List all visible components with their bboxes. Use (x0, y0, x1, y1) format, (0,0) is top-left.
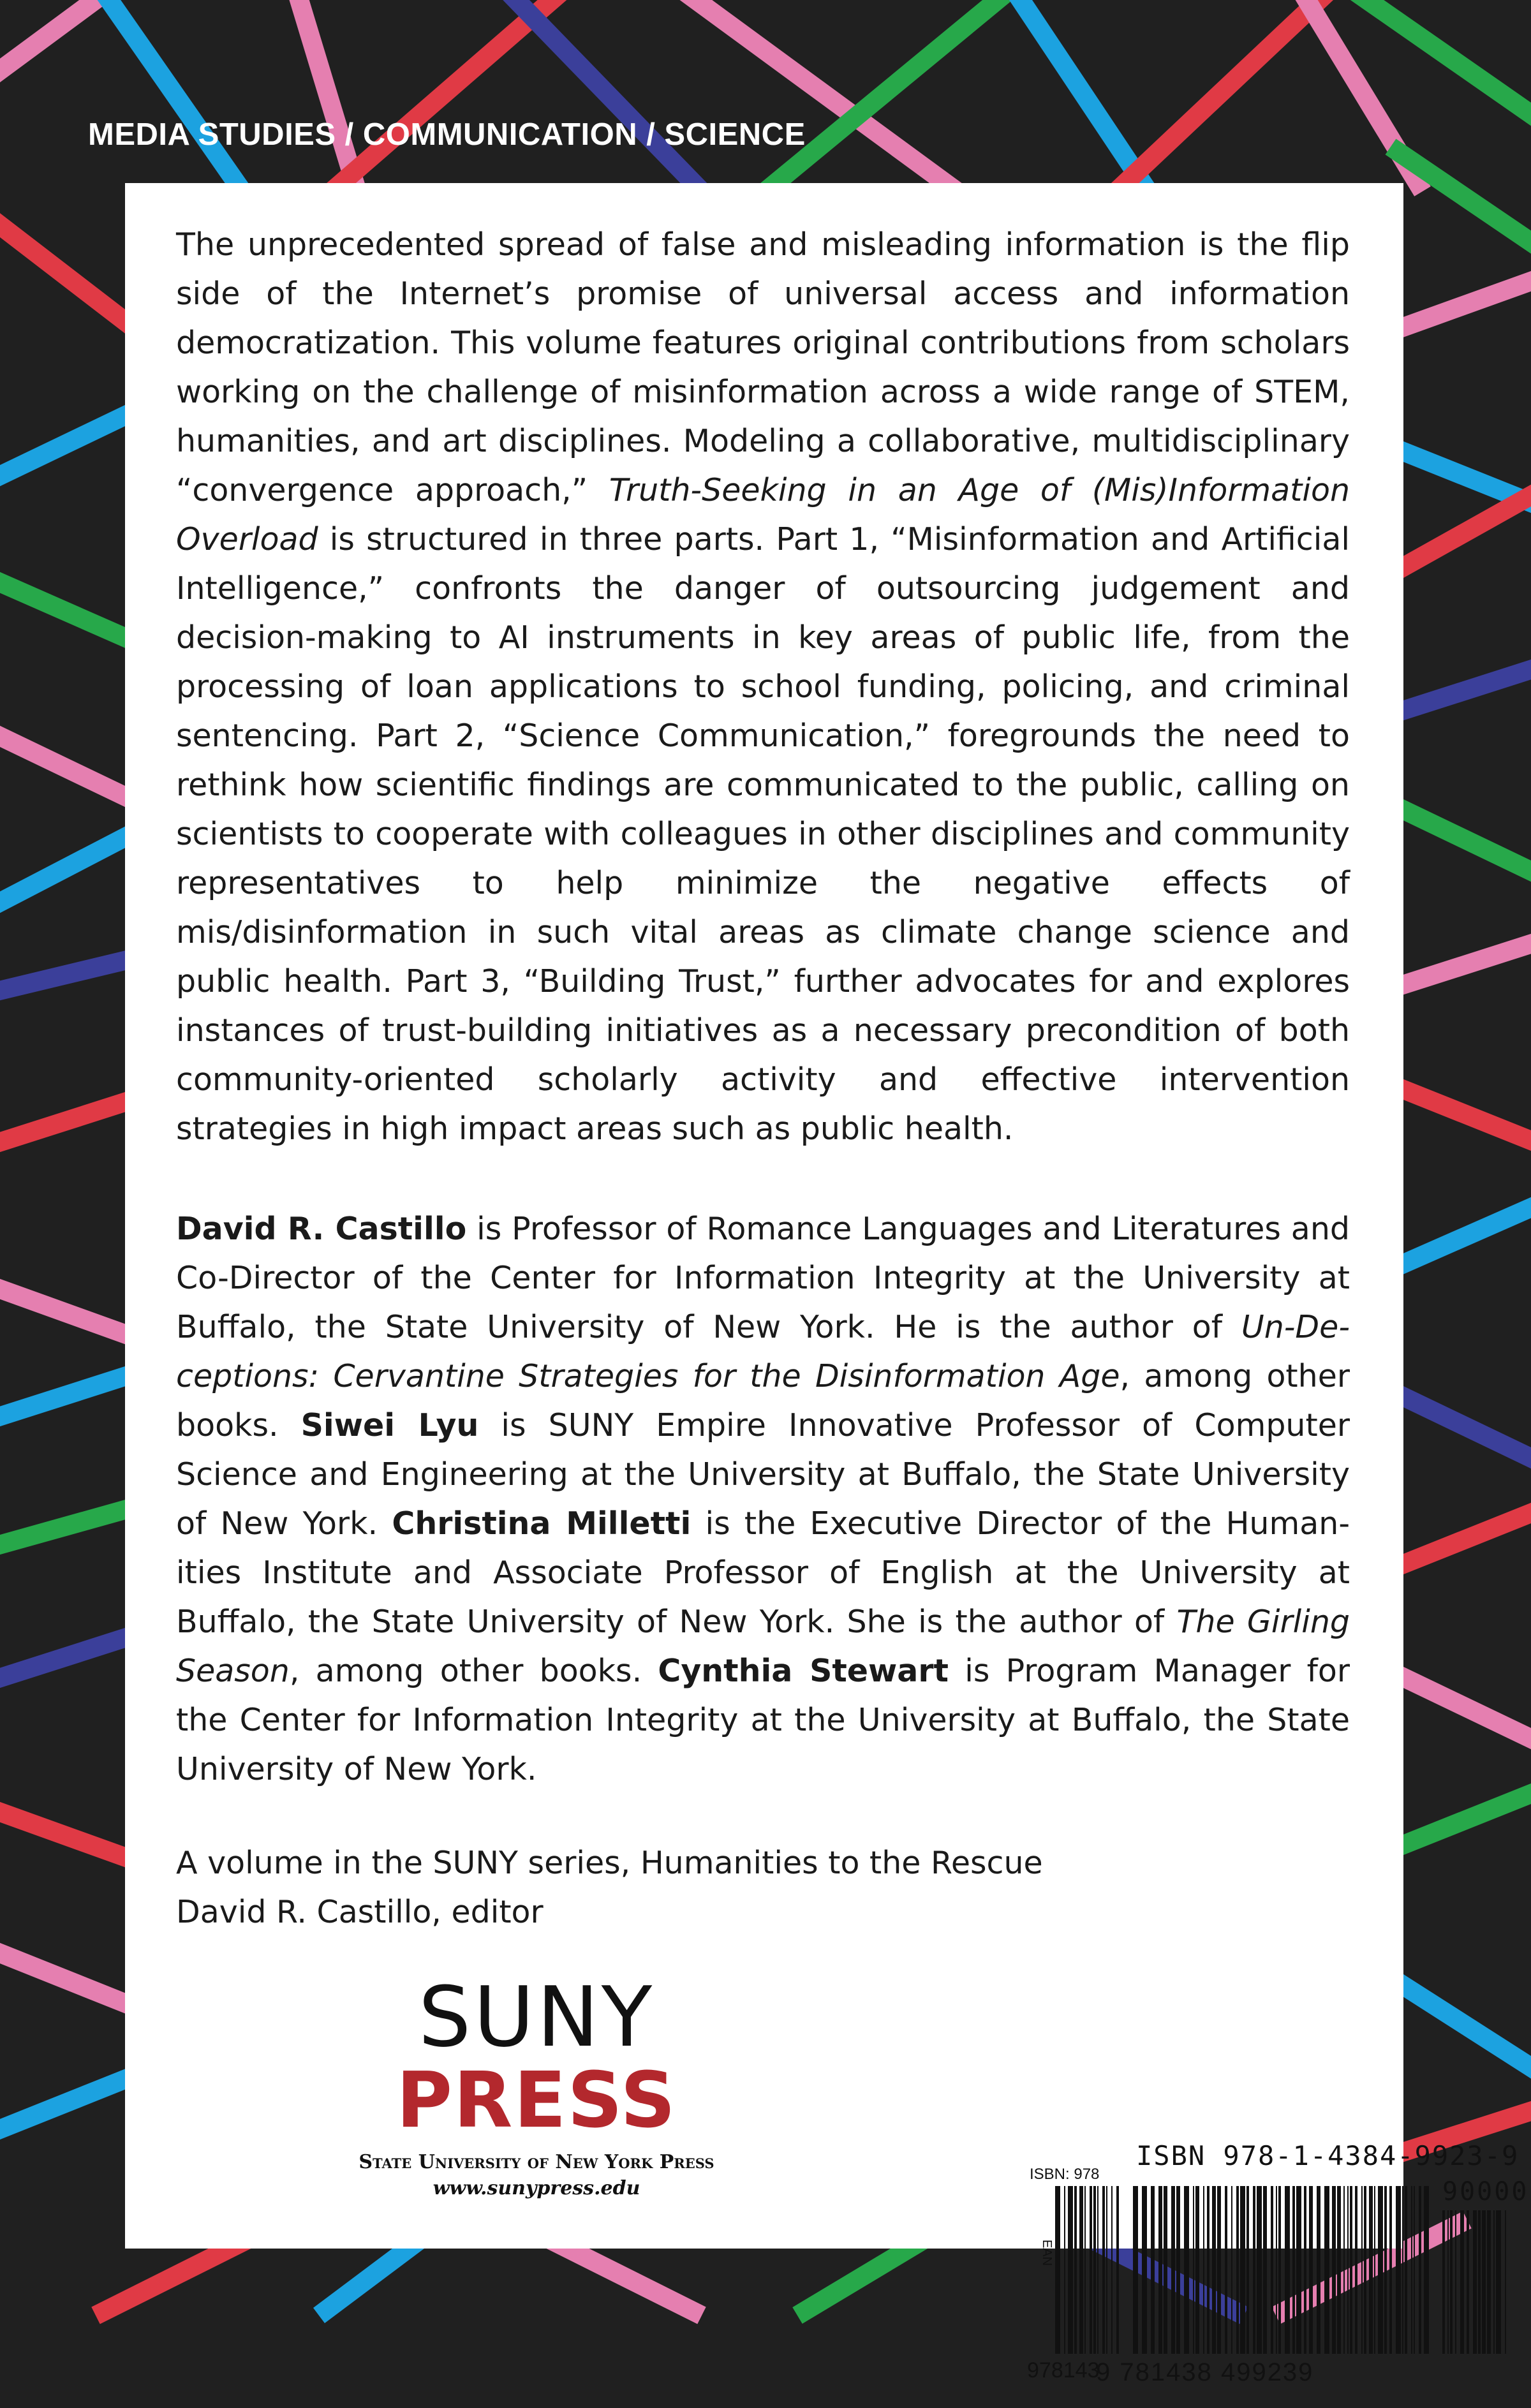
author-bios-paragraph (176, 1204, 1350, 1794)
barcode-bar (1184, 2186, 1189, 2354)
barcode-bar (1276, 2186, 1277, 2354)
description-text-2: is structured in three parts. Part 1, “Misinformation and Artificial Intelligence,” confronts the danger of outsourcing judgement and decision-making to AI instruments in key areas of public life, from the processing of loan applications to school funding, policing, and criminal sentencing. Part 2, “Science Communication,” foregrounds the need to rethink how scientific findings are communicated to the public, calling on scientists to cooperate with colleagues in other disciplines and community representatives to help minimize the negative effects of mis/disinformation in such vital areas as climate change science and public health. Part 3, “Building Trust,” further advocates for and explores instances of trust-building initiatives as a necessary precondition of both community-oriented scholarly activity and effective intervention strategies in high impact areas such as public health. (176, 521, 1350, 1147)
bio-text-milletti: is the Executive Director of the Humanities Institute and Associate Professor of English at the University at Buffalo, the State University of New York. She is the author of (176, 1505, 1350, 1640)
barcode-bar (1496, 2210, 1501, 2354)
barcode-bar (1347, 2186, 1349, 2354)
barcode-bar (1350, 2186, 1352, 2354)
barcode-bar (1442, 2210, 1445, 2354)
barcode-bar (1207, 2186, 1209, 2354)
barcode-bar (1142, 2186, 1147, 2354)
category-label: MEDIA STUDIES / COMMUNICATION / SCIENCE (88, 117, 806, 152)
barcode-bar (1193, 2186, 1194, 2354)
barcode-number: 9 781438 499239 (1096, 2358, 1314, 2386)
bio-text-lyu: is SUNY Empire Innovative Professor of Computer Science and Engineering at the University at Buffalo, the State University of New York. (176, 1407, 1350, 1542)
barcode-bar (1361, 2186, 1363, 2354)
barcode-bar (1151, 2186, 1155, 2354)
barcode-bar (1097, 2186, 1098, 2354)
barcode-bar (1111, 2186, 1113, 2354)
barcode-bar (1068, 2186, 1073, 2354)
barcode-bar (1212, 2186, 1216, 2354)
price-code: 90000 (1442, 2177, 1529, 2206)
series-line-1: A volume in the SUNY series, Humanities to the Rescue (176, 1845, 1043, 1881)
barcode-bar (1271, 2186, 1273, 2354)
ean-label: EAN (1040, 2239, 1054, 2266)
barcode-bar (1084, 2186, 1086, 2354)
barcode-bar (1253, 2186, 1255, 2354)
barcode-bar (1419, 2186, 1421, 2354)
barcode-bar (1447, 2210, 1449, 2354)
series-info (176, 1838, 1350, 1937)
barcode-bar (1389, 2186, 1392, 2354)
barcode-bar (1158, 2186, 1162, 2354)
publisher-url: www.sunypress.edu (433, 2177, 640, 2199)
barcode-bar (1257, 2186, 1262, 2354)
barcode-bar (1296, 2186, 1301, 2354)
barcode-bar (1106, 2186, 1107, 2354)
barcode-number-small: 978143 (1027, 2358, 1100, 2382)
barcode-bars (1024, 2140, 1516, 2360)
barcode-bar (1074, 2186, 1077, 2354)
barcode-bar (1369, 2186, 1373, 2354)
barcode-bar (1292, 2186, 1295, 2354)
barcode-bar (1176, 2186, 1180, 2354)
barcode-bar (1133, 2186, 1138, 2354)
text-panel (125, 183, 1529, 2386)
barcode-bar (1493, 2210, 1495, 2354)
barcode-bar (1064, 2186, 1065, 2354)
barcode-bar (1402, 2186, 1403, 2354)
barcode-bar (1343, 2186, 1345, 2354)
barcode-bar (1482, 2210, 1486, 2354)
bio-text-castillo-end: , among other books. (176, 1358, 1350, 1444)
author-name-milletti: Christina Milletti (392, 1505, 692, 1542)
book-title-undeceptions: Un-Deceptions: Cervantine Strategies for the Disinformation Age (176, 1309, 1350, 1394)
barcode-bar (1055, 2186, 1060, 2354)
barcode-bar (1374, 2186, 1375, 2354)
barcode-bar (1450, 2210, 1453, 2354)
barcode-bar (1364, 2186, 1366, 2354)
barcode-bar (1240, 2186, 1245, 2354)
barcode-bar (1164, 2186, 1167, 2354)
barcode-bar (1236, 2186, 1239, 2354)
barcode-bar (1396, 2186, 1401, 2354)
series-line-2: David R. Castillo, editor (176, 1894, 544, 1930)
barcode-bar (1304, 2186, 1306, 2354)
publisher-suny: SUNY (418, 1969, 655, 2065)
barcode-bar (1246, 2186, 1249, 2354)
publisher-press: PRESS (396, 2057, 677, 2145)
publisher-logo (307, 1969, 766, 2202)
author-name-castillo: David R. Castillo (176, 1211, 467, 1247)
publisher-name: State University of New York Press (359, 2151, 714, 2173)
book-title-girling-season: The Girling Season (176, 1604, 1350, 1689)
body-text (176, 220, 1350, 1937)
description-paragraph (176, 220, 1350, 1153)
bio-text-stewart: is Program Manager for the Center for Information Integrity at the University at Buffalo, the State University of New York. (176, 1653, 1350, 1787)
barcode-bar (1467, 2210, 1469, 2354)
barcode-bar (1309, 2186, 1313, 2354)
barcode-bar (1384, 2186, 1387, 2354)
bio-text-castillo: is Professor of Romance Languages and Literatures and Co-Director of the Center for Information Integrity at the University at Buffalo, the State University of New York. He is the author of (176, 1211, 1350, 1345)
barcode-bar (1505, 2210, 1506, 2354)
barcode-bar (1478, 2210, 1481, 2354)
barcode-bar (1093, 2186, 1096, 2354)
barcode-bar (1116, 2186, 1119, 2354)
barcode-bar (1285, 2186, 1290, 2354)
barcode-bar (1203, 2186, 1204, 2354)
barcode-bar (1473, 2210, 1477, 2354)
barcode-bar (1102, 2186, 1105, 2354)
barcode-bar (1278, 2186, 1281, 2354)
author-name-lyu: Siwei Lyu (300, 1407, 479, 1444)
barcode-bar (1455, 2210, 1456, 2354)
book-title: Truth-Seeking in an Age of (Mis)Information Overload (176, 472, 1350, 558)
isbn-barcode (1024, 2140, 1529, 2408)
barcode-bar (1217, 2186, 1221, 2354)
barcode-bar (1378, 2186, 1383, 2354)
author-name-stewart: Cynthia Stewart (658, 1653, 949, 1689)
barcode-bar (1332, 2186, 1336, 2354)
isbn-small-label: ISBN: 978 (1030, 2166, 1100, 2183)
bio-text-milletti-end: , among other books. (289, 1653, 658, 1689)
barcode-bar (1317, 2186, 1320, 2354)
barcode-bar (1460, 2210, 1464, 2354)
barcode-bar (1424, 2186, 1429, 2354)
barcode-bar (1487, 2210, 1491, 2354)
barcode-bar (1231, 2186, 1232, 2354)
barcode-bar (1337, 2186, 1341, 2354)
barcode-bar (1090, 2186, 1092, 2354)
description-text-1: The unprecedented spread of false and misleading information is the flip side of the Internet’s promise of universal access and information democratization. This volume features original contributions from scholars working on the challenge of misinformation across a wide range of STEM, humanities, and art disciplines. Modeling a collaborative, multidisciplinary “convergence approach,” (176, 226, 1350, 508)
barcode-bar (1411, 2186, 1412, 2354)
barcode-bar (1171, 2186, 1175, 2354)
barcode-bar (1355, 2186, 1357, 2354)
barcode-bar (1225, 2186, 1227, 2354)
barcode-bar (1079, 2186, 1083, 2354)
barcode-bar (1324, 2186, 1329, 2354)
isbn-label: ISBN 978-1-4384-9923-9 (1136, 2140, 1520, 2171)
barcode-bar (1263, 2186, 1267, 2354)
barcode-bar (1414, 2186, 1415, 2354)
barcode-bar (1405, 2186, 1407, 2354)
barcode-bar (1195, 2186, 1199, 2354)
